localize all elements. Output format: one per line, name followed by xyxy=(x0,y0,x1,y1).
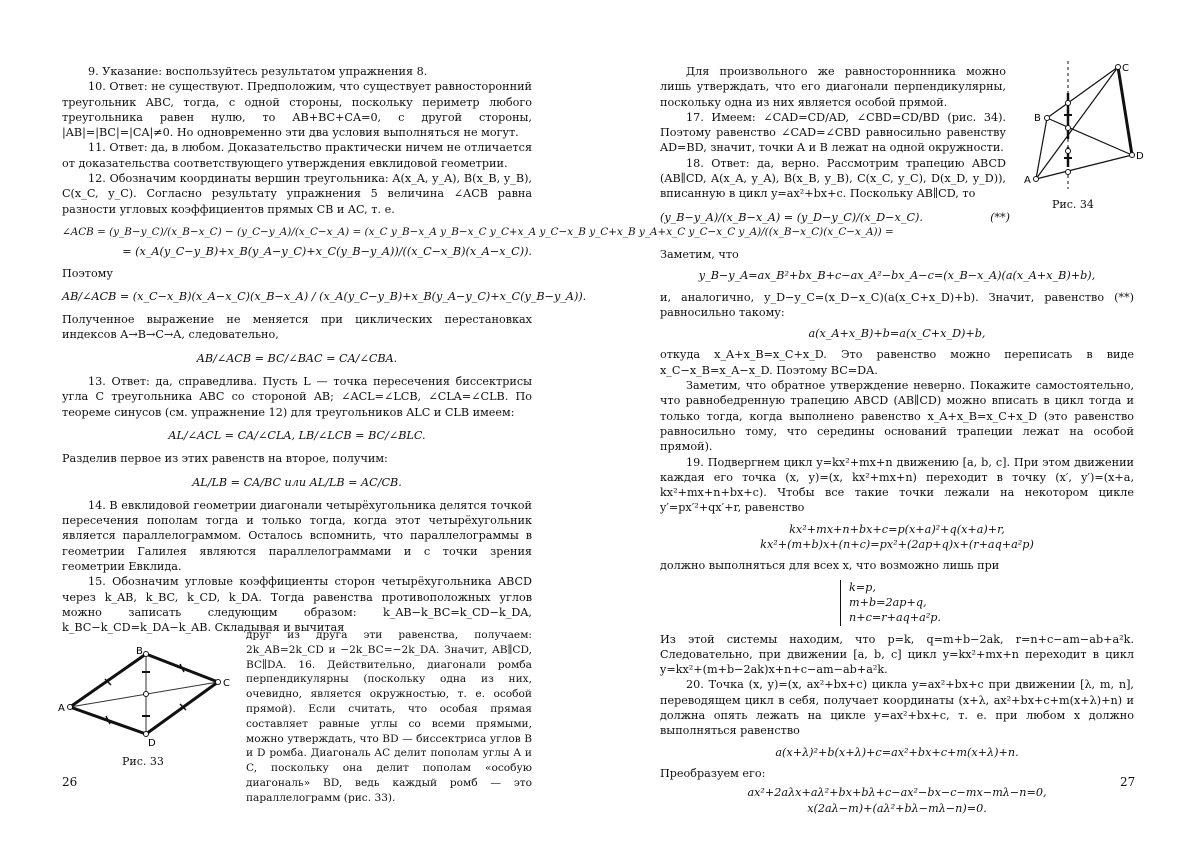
label-a: A xyxy=(1024,175,1031,186)
left-page xyxy=(0,0,600,848)
point xyxy=(1066,170,1071,175)
paragraph: откуда x_A+x_B=x_C+x_D. Это равенство можно переписать в виде x_C−x_B=x_A−x_D. Поэтому BC=DA. xyxy=(660,347,1134,378)
equation: y_B−y_A=ax_B²+bx_B+c−ax_A²−bx_A−c=(x_B−x_A)(a(x_A+x_B)+b), xyxy=(660,268,1134,283)
paragraph: и, аналогично, y_D−y_C=(x_D−x_C)(a(x_C+x_D)+b). Значит, равенство (**) равносильно такому: xyxy=(660,290,1134,321)
line-ac xyxy=(1036,67,1118,179)
label-d: D xyxy=(148,738,156,749)
book-spread xyxy=(0,0,1200,848)
equation: a(x_A+x_B)+b=a(x_C+x_D)+b, xyxy=(660,326,1134,341)
point-c xyxy=(1116,65,1121,70)
right-text-top xyxy=(660,64,1006,229)
point-a xyxy=(68,705,73,710)
paragraph: Заметим, что xyxy=(660,247,1134,262)
point-a xyxy=(1034,177,1039,182)
paragraph: 20. Точка (x, y)=(x, ax²+bx+c) цикла y=ax²+bx+c при движении [λ, m, n], переводящем цикл в себя, получает координаты (x+λ, ax²+bx+c+m(x+λ)+n) и должна опять лежать на цикле y=ax²+bx+c, т. е. при любом x должно выполняться равенство xyxy=(660,677,1134,738)
left-text-top xyxy=(62,64,532,636)
equation-system xyxy=(840,580,1134,626)
equation: AB/∠ACB = BC/∠BAC = CA/∠CBA. xyxy=(62,351,532,366)
point xyxy=(1066,126,1071,131)
point-center xyxy=(144,692,149,697)
equation: ∠ACB = (y_B−y_C)/(x_B−x_C) − (y_C−y_A)/(x_C−x_A) = (x_C y_B−x_A y_B−x_C y_C+x_A y_C−x_B y_C+x_B y_A+x_C y_C−x_C y_A)/((x_B−x_C)(x_C−x_A)) = xyxy=(62,225,532,240)
paragraph: Полученное выражение не меняется при циклических перестановках индексов A→B→C→A, следовательно, xyxy=(62,312,532,343)
equation: AL/LB = CA/BC или AL/LB = AC/CB. xyxy=(62,475,532,490)
right-page xyxy=(600,0,1200,848)
label-b: B xyxy=(136,646,143,657)
paragraph: Из этой системы находим, что p=k, q=m+b−2ak, r=n+c−am−ab+a²k. Следовательно, при движении [a, b, c] цикл y=kx²+mx+n переходит в цикл y=kx²+(m+b−2ak)x+n+c−am−ab+a²k. xyxy=(660,632,1134,678)
paragraph: Разделив первое из этих равенств на второе, получим: xyxy=(62,451,532,466)
equation: = (x_A(y_C−y_B)+x_B(y_A−y_C)+x_C(y_B−y_A))/((x_C−x_B)(x_A−x_C)). xyxy=(62,244,532,259)
page-number: 26 xyxy=(62,775,77,789)
figure-caption: Рис. 33 xyxy=(122,755,164,768)
equation: a(x+λ)²+b(x+λ)+c=ax²+bx+c+m(x+λ)+n. xyxy=(660,745,1134,760)
line-bc xyxy=(1047,67,1118,118)
equation: ax²+2aλx+aλ²+bx+bλ+c−ax²−bx−c−mx−mλ−n=0, xyxy=(660,785,1134,800)
point-d xyxy=(144,732,149,737)
system-line: m+b=2ap+q, xyxy=(849,595,1134,610)
point-b xyxy=(144,652,149,657)
label-c: C xyxy=(223,678,230,689)
page-number: 27 xyxy=(1120,775,1135,789)
point-b xyxy=(1045,116,1050,121)
equation-row xyxy=(660,210,1006,225)
equation: kx²+mx+n+bx+c=p(x+a)²+q(x+a)+r, xyxy=(660,522,1134,537)
paragraph: 10. Ответ: не существуют. Предположим, что существует равносторонний треугольник ABC, тогда, с одной стороны, поскольку периметр любого треугольника равен нулю, то AB+BC+CA=0, с другой стороны, |AB|=|BC|=|CA|≠0. Но одновременно эти два условия выполняться не могут. xyxy=(62,79,532,140)
paragraph: 12. Обозначим координаты вершин треугольника: A(x_A, y_A), B(x_B, y_B), C(x_C, y_C). Согласно результату упражнения 5 величина ∠ACB равна разности угловых коэффициентов прямых CB и AC, т. е. xyxy=(62,171,532,217)
label-d: D xyxy=(1136,151,1144,162)
equation: kx²+(m+b)x+(n+c)=px²+(2ap+q)x+(r+aq+a²p) xyxy=(660,537,1134,552)
label-a: A xyxy=(58,703,65,714)
paragraph: Для произвольного же равностороннника можно лишь утверждать, что его диагонали перпендикулярны, поскольку одна из них является особой прямой. xyxy=(660,64,1006,110)
paragraph: 13. Ответ: да, справедлива. Пусть L — точка пересечения биссектрисы угла C треугольника ABC со стороной AB; ∠ACL=∠LCB, ∠CLA=∠CLB. По теореме синусов (см. упражнение 12) для треугольников ALC и CLB имеем: xyxy=(62,374,532,420)
paragraph: 19. Подвергнем цикл y=kx²+mx+n движению [a, b, c]. При этом движении каждая его точка (x, y)=(x, kx²+mx+n) переходит в точку (x′, y′)=(x+a, kx²+mx+n+bx+c). Чтобы все такие точки лежали на некотором цикле y′=px′²+qx′+r, равенство xyxy=(660,455,1134,516)
system-line: n+c=r+aq+a²p. xyxy=(849,610,1134,625)
figure-33-rhombus xyxy=(58,640,236,750)
paragraph: 17. Имеем: ∠CAD=CD/AD, ∠CBD=CD/BD (рис. 34). Поэтому равенство ∠CAD=∠CBD равносильно равенству AD=BD, значит, точки A и B лежат на одной окружности. xyxy=(660,110,1006,156)
left-column-text: друг из друга эти равенства, получаем: 2k_AB=2k_CD и −2k_BC=−2k_DA. Значит, AB∥CD, BC∥DA. 16. Действительно, диагонали ромба перпендикулярны (поскольку одна из них, очевидно, является окружностью, т. е. особой прямой). Если считать, что особая прямая составляет равные углы со всеми прямыми, можно утверждать, что BD — биссектриса углов B и D ромба. Диагональ AC делит пополам углы A и C, поскольку она делит пополам «особую диагональ» BD, ведь каждый ромб — это параллелограмм (рис. 33). xyxy=(246,628,532,806)
paragraph: Поэтому xyxy=(62,266,532,281)
point xyxy=(1066,149,1071,154)
paragraph: 9. Указание: воспользуйтесь результатом упражнения 8. xyxy=(62,64,532,79)
line-cd xyxy=(1118,67,1132,155)
equation: AB/∠ACB = (x_C−x_B)(x_A−x_C)(x_B−x_A) / (x_A(y_C−y_B)+x_B(y_A−y_C)+x_C(y_B−y_A)). xyxy=(62,289,532,304)
label-b: B xyxy=(1034,113,1041,124)
paragraph: Преобразуем его: xyxy=(660,766,1134,781)
paragraph: 11. Ответ: да, в любом. Доказательство практически ничем не отличается от доказательства соответствующего утверждения евклидовой геометрии. xyxy=(62,140,532,171)
point-d xyxy=(1130,153,1135,158)
paragraph: должно выполняться для всех x, что возможно лишь при xyxy=(660,558,1134,573)
paragraph: Заметим, что обратное утверждение неверно. Покажите самостоятельно, что равнобедренную трапецию ABCD (AB∥CD) можно вписать в цикл тогда и только тогда, когда выполнено равенство x_A+x_B=x_C+x_D (это равенство равносильно тому, что середины оснований трапеции лежат на особой прямой). xyxy=(660,378,1134,454)
equation: AL/∠ACL = CA/∠CLA, LB/∠LCB = BC/∠BLC. xyxy=(62,428,532,443)
line-ab xyxy=(1036,118,1047,179)
right-text-main xyxy=(660,247,1134,820)
line-bd xyxy=(1047,118,1132,155)
equation: (y_B−y_A)/(x_B−x_A) = (y_D−y_C)/(x_D−x_C). xyxy=(660,211,923,224)
figure-34-trapezoid xyxy=(1020,55,1170,195)
equation-tag: (**) xyxy=(990,211,1010,224)
paragraph: 15. Обозначим угловые коэффициенты сторон четырёхугольника ABCD через k_AB, k_BC, k_CD, k_DA. Тогда равенства противоположных углов можно записать следующим образом: k_AB−k_BC=k_CD−k_DA, k_BC−k_CD=k_DA−k_AB. Складывая и вычитая xyxy=(62,574,532,635)
rhombus-side-cd xyxy=(146,682,218,734)
point xyxy=(1066,101,1071,106)
point-c xyxy=(216,680,221,685)
paragraph: 18. Ответ: да, верно. Рассмотрим трапецию ABCD (AB∥CD, A(x_A, y_A), B(x_B, y_B), C(x_C, y_C), D(x_D, y_D)), вписанную в цикл y=ax²+bx+c. Поскольку AB∥CD, то xyxy=(660,156,1006,202)
rhombus-side-ab xyxy=(70,654,146,707)
system-line: k=p, xyxy=(849,580,1134,595)
equation: x(2aλ−m)+(aλ²+bλ−mλ−n)=0. xyxy=(660,801,1134,816)
paragraph: 14. В евклидовой геометрии диагонали четырёхугольника делятся точкой пересечения пополам тогда и только тогда, когда этот четырёхугольник является параллелограммом. Осталось вспомнить, что параллелограммы в геометрии Галилея являются параллелограммами и с точки зрения геометрии Евклида. xyxy=(62,498,532,574)
label-c: C xyxy=(1122,63,1129,74)
figure-caption: Рис. 34 xyxy=(1052,198,1094,211)
